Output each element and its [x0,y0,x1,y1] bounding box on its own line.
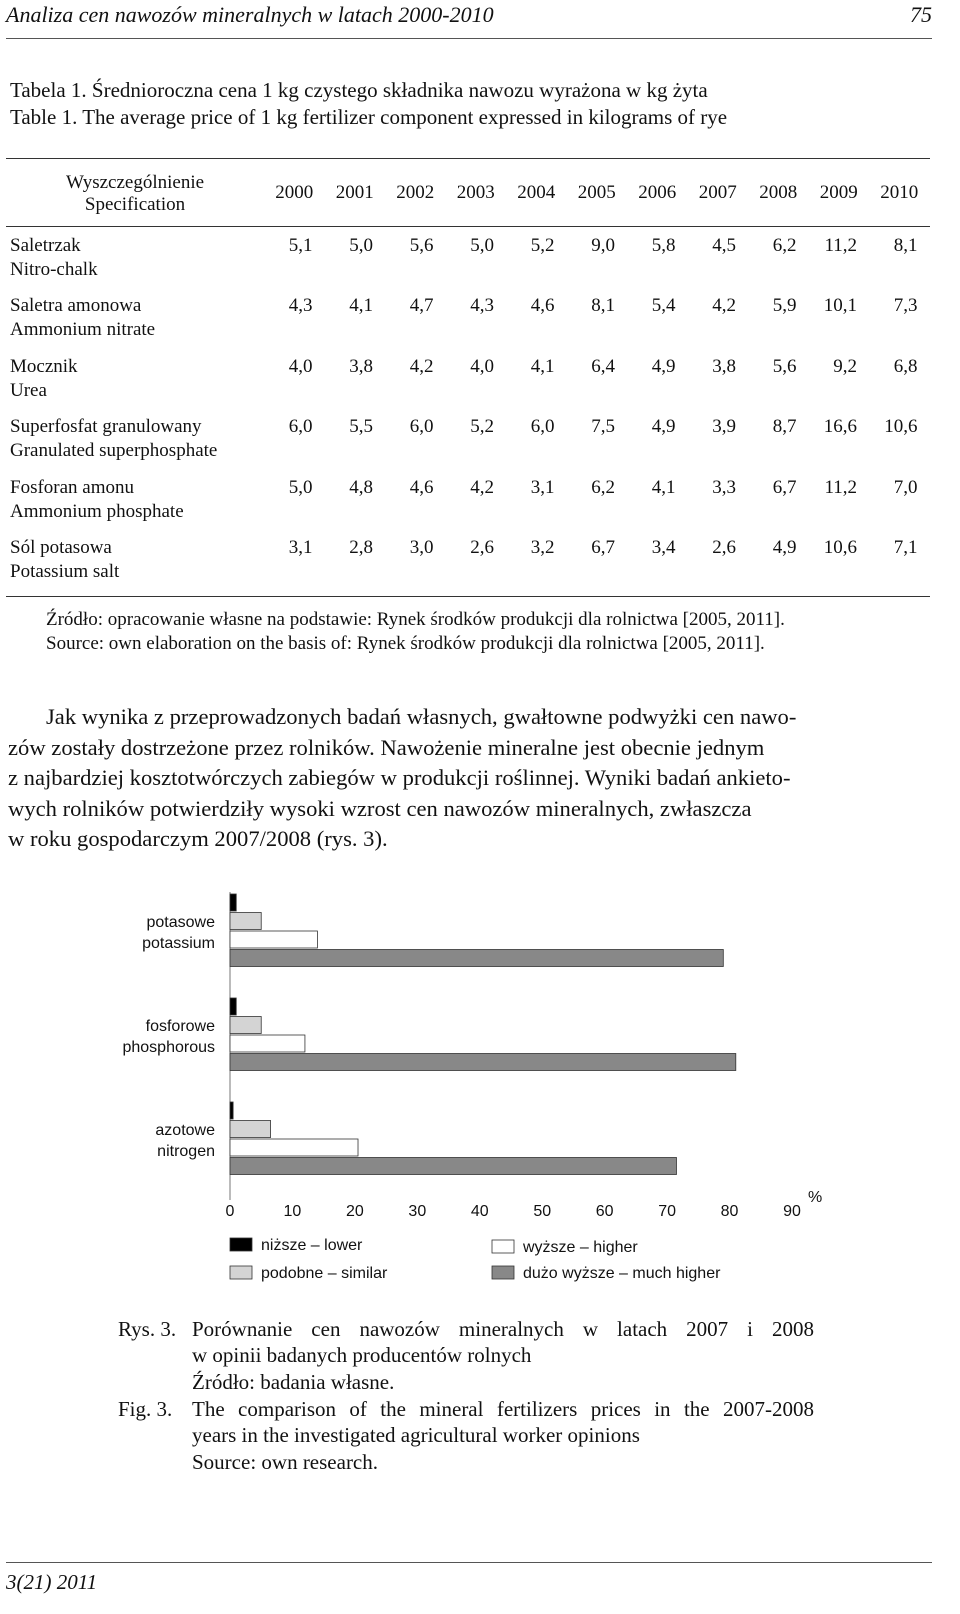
table-cell: 5,1 [288,235,313,256]
bar [230,1158,676,1175]
figure-label-pl: Rys. 3. [118,1317,177,1341]
issue-footer: 3(21) 2011 [6,1570,98,1594]
row-label [10,234,98,282]
x-tick-label: 40 [470,1203,489,1220]
table-cell: 7,1 [893,537,918,558]
table-row [6,294,930,354]
year-header: 2008 [759,182,798,203]
table-header-specification [6,172,264,216]
x-tick-label: 0 [225,1203,235,1220]
table-cell: 5,2 [530,235,555,256]
row-label-en: Potassium salt [10,561,120,582]
legend-label: wyższe – higher [523,1239,638,1256]
table-cell: 4,5 [712,235,736,256]
table-cell: 7,5 [591,416,615,437]
legend-label: podobne – similar [261,1265,388,1282]
bar [230,894,236,911]
body-paragraph [8,702,926,855]
bar [230,1121,271,1138]
table-source-en: Source: own elaboration on the basis of: Rynek środków produkcji dla rolnictwa [2005, 2011]. [46,633,765,654]
table-row [6,476,930,536]
table-cell: 3,4 [651,537,676,558]
header-rule [6,38,932,39]
table-cell: 6,7 [591,537,615,558]
figure-caption-en-line: The comparison of the mineral fertilizers prices in the 2007-2008 [192,1397,814,1421]
table-header-years [264,182,930,204]
table-cell: 6,0 [409,416,434,437]
table-cell: 4,1 [530,356,555,377]
legend-label: niższe – lower [261,1237,363,1254]
legend-swatch [230,1238,252,1251]
table-cell: 3,9 [712,416,736,437]
row-values [264,476,930,500]
table-cell: 5,5 [349,416,373,437]
table-cell: 5,0 [349,235,373,256]
year-header: 2006 [638,182,677,203]
table-cell: 6,4 [591,356,615,377]
table-cell: 5,9 [772,295,797,316]
bar [230,1035,305,1052]
table-cell: 3,8 [712,356,736,377]
table-cell: 4,3 [470,295,494,316]
table-cell: 10,1 [823,295,857,316]
bar [230,998,236,1015]
category-label-pl: potasowe [146,914,215,931]
row-values [264,355,930,379]
paragraph-line: w roku gospodarczym 2007/2008 (rys. 3). [8,826,388,851]
table-header-rule [6,226,930,227]
fertilizer-price-opinion-chart [0,880,960,1300]
table-cell: 3,8 [349,356,373,377]
row-label-en: Nitro-chalk [10,259,98,280]
table-source-pl: Źródło: opracowanie własne na podstawie: Rynek środków produkcji dla rolnictwa [2005, 2011]. [46,609,785,630]
table-cell: 9,0 [591,235,615,256]
x-tick-label: 50 [533,1203,552,1220]
table-row [6,536,930,596]
spec-header-en: Specification [84,194,186,215]
table-cell: 4,7 [409,295,434,316]
category-label-en: nitrogen [157,1143,215,1160]
paragraph-line: wych rolników potwierdziły wysoki wzrost cen nawozów mineralnych, zwłaszcza [8,795,752,821]
row-values [264,234,930,258]
table-cell: 4,8 [349,477,373,498]
table-row [6,355,930,415]
table-cell: 8,1 [591,295,615,316]
table-caption-en: Table 1. The average price of 1 kg fertilizer component expressed in kilograms of rye [10,105,728,129]
table-cell: 10,6 [884,416,918,437]
table-cell: 4,0 [470,356,494,377]
table-cell: 6,2 [591,477,615,498]
x-tick-label: 10 [283,1203,302,1220]
table-cell: 5,8 [651,235,676,256]
table-cell: 4,1 [349,295,373,316]
table-cell: 6,8 [893,356,918,377]
figure-caption-en-line: years in the investigated agricultural worker opinions [192,1423,640,1447]
table-cell: 10,6 [823,537,857,558]
row-label-pl: Saletrzak [10,235,81,256]
table-cell: 8,7 [772,416,797,437]
year-header: 2000 [275,182,314,203]
page-number: 75 [910,2,932,27]
table-cell: 16,6 [823,416,857,437]
table-cell: 5,0 [470,235,494,256]
row-values [264,294,930,318]
x-unit-label: % [808,1189,823,1206]
table-cell: 5,6 [772,356,797,377]
row-label-pl: Saletra amonowa [10,295,142,316]
x-tick-label: 70 [658,1203,677,1220]
x-tick-label: 90 [783,1203,801,1220]
x-tick-label: 60 [595,1203,614,1220]
table-cell: 4,9 [772,537,797,558]
table-top-rule [6,158,930,159]
bar [230,931,317,948]
table-cell: 2,6 [470,537,494,558]
table-cell: 11,2 [824,477,857,498]
table-bottom-rule [6,596,930,597]
table-cell: 3,1 [288,537,313,558]
spec-header-pl: Wyszczególnienie [65,172,205,193]
bar [230,1102,233,1119]
table-cell: 4,6 [409,477,434,498]
row-values [264,415,930,439]
table-cell: 4,2 [712,295,736,316]
table-cell: 4,2 [470,477,494,498]
category-label-pl: fosforowe [145,1018,215,1035]
year-header: 2003 [456,182,495,203]
table-cell: 6,7 [772,477,797,498]
table-cell: 4,1 [651,477,676,498]
row-label-pl: Sól potasowa [10,537,112,558]
paragraph-line: z najbardziej kosztotwórczych zabiegów w produkcji roślinnej. Wyniki badań ankieto- [8,765,791,790]
table-cell: 2,8 [349,537,373,558]
year-header: 2005 [577,182,616,203]
row-label-pl: Fosforan amonu [10,477,135,498]
table-row [6,234,930,294]
figure-label-en: Fig. 3. [118,1397,173,1421]
table-cell: 7,3 [893,295,918,316]
legend-swatch [492,1240,514,1253]
category-label-pl: azotowe [155,1122,215,1139]
figure-caption-pl-line: w opinii badanych producentów rolnych [192,1343,532,1367]
year-header: 2004 [517,182,556,203]
year-header: 2002 [396,182,435,203]
figure-caption-pl-line: Źródło: badania własne. [192,1370,395,1394]
running-header-title: Analiza cen nawozów mineralnych w latach 2000-2010 [6,2,494,27]
bar [230,1054,736,1071]
table-cell: 4,9 [651,416,676,437]
bar [230,913,261,930]
price-table [6,158,930,598]
table-cell: 4,9 [651,356,676,377]
row-values [264,536,930,560]
bar [230,1139,358,1156]
row-label [10,415,217,463]
row-label-pl: Mocznik [10,356,78,377]
table-cell: 5,4 [651,295,676,316]
row-label-en: Urea [10,380,47,401]
figure-caption-pl-line: Porównanie cen nawozów mineralnych w latach 2007 i 2008 [192,1317,814,1341]
paragraph-line: zów zostały dostrzeżone przez rolników. Nawożenie mineralne jest obecnie jednym [8,734,765,760]
legend-label: dużo wyższe – much higher [523,1265,721,1282]
table-cell: 5,0 [288,477,313,498]
category-label-en: potassium [142,935,215,952]
table-cell: 11,2 [824,235,857,256]
table-cell: 6,0 [288,416,313,437]
table-cell: 3,1 [530,477,555,498]
table-cell: 8,1 [893,235,918,256]
year-header: 2010 [880,182,919,203]
row-label [10,294,155,342]
legend-swatch [492,1266,514,1279]
row-label-en: Ammonium phosphate [10,501,184,522]
table-cell: 6,2 [772,235,797,256]
bar [230,1017,261,1034]
category-label-en: phosphorous [122,1039,215,1056]
table-cell: 3,2 [530,537,555,558]
year-header: 2001 [335,182,374,203]
row-label-en: Ammonium nitrate [10,319,156,340]
x-tick-label: 20 [345,1203,364,1220]
table-cell: 4,6 [530,295,555,316]
x-tick-label: 80 [720,1203,739,1220]
footer-rule [6,1562,932,1563]
bar [230,950,723,967]
year-header: 2007 [698,182,737,203]
table-cell: 4,0 [288,356,313,377]
table-cell: 5,6 [409,235,434,256]
table-cell: 4,2 [409,356,434,377]
table-cell: 3,3 [712,477,736,498]
row-label [10,536,119,584]
figure-caption-en-line: Source: own research. [192,1450,379,1474]
table-cell: 7,0 [893,477,918,498]
row-label-en: Granulated superphosphate [10,440,218,461]
table-cell: 4,3 [288,295,313,316]
paragraph-line: Jak wynika z przeprowadzonych badań własnych, gwałtowne podwyżki cen nawo- [46,704,797,729]
row-label [10,476,184,524]
row-label [10,355,78,403]
table-cell: 9,2 [833,356,857,377]
table-row [6,415,930,475]
table-cell: 6,0 [530,416,555,437]
legend-swatch [230,1266,252,1279]
table-caption-pl: Tabela 1. Średnioroczna cena 1 kg czystego składnika nawozu wyrażona w kg żyta [10,78,708,102]
table-cell: 5,2 [470,416,494,437]
table-cell: 3,0 [409,537,434,558]
table-cell: 2,6 [712,537,736,558]
row-label-pl: Superfosfat granulowany [10,416,202,437]
year-header: 2009 [819,182,858,203]
x-tick-label: 30 [408,1203,427,1220]
